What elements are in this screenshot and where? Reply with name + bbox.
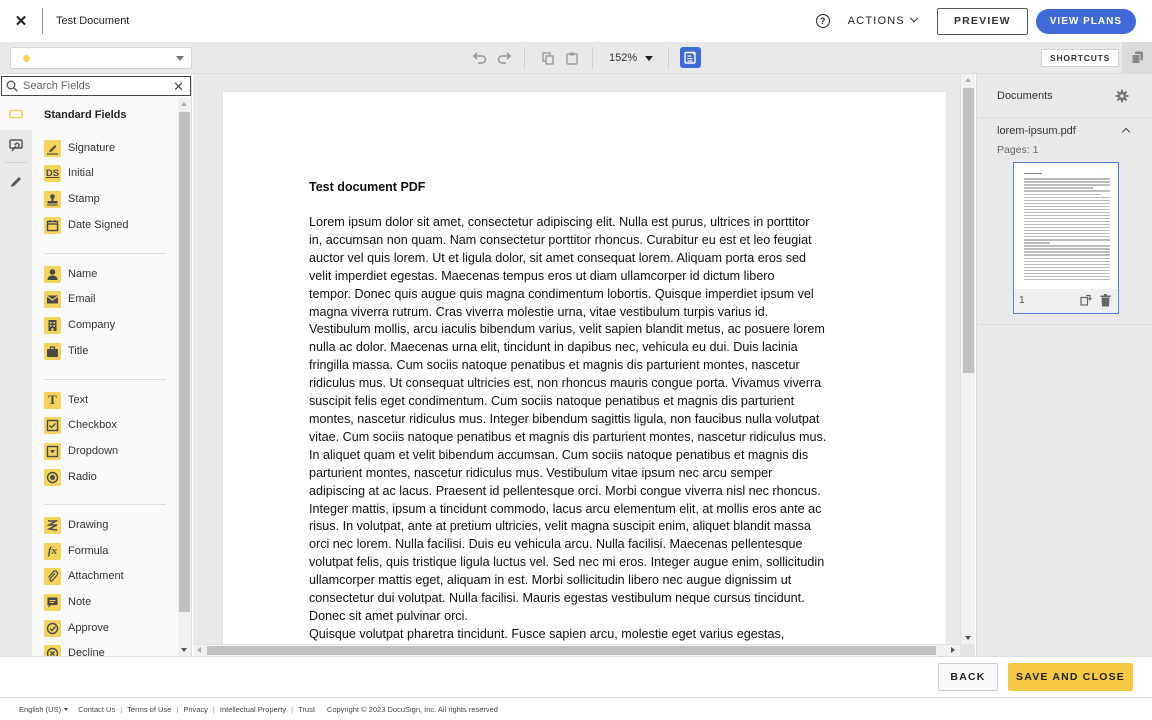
language-label: English (US)	[19, 704, 62, 714]
toolbar-divider	[668, 47, 669, 69]
text-line: ullamcorper mattis eget, aliquam in est. Morbi sollicitudin libero nec augue dignissim ut	[309, 573, 792, 588]
thumbnail-preview	[1024, 173, 1110, 282]
view-plans-button[interactable]: VIEW PLANS	[1036, 9, 1136, 34]
copyright-text: Copyright © 2023 DocuSign, Inc. All rights reserved	[326, 704, 498, 714]
toolbar-divider	[592, 47, 593, 69]
scroll-up-arrow-icon[interactable]	[181, 102, 187, 106]
document-page[interactable]	[223, 92, 946, 644]
scrollbar-thumb[interactable]	[179, 112, 190, 612]
signature-icon	[44, 140, 61, 157]
text-line: magna viverra rutrum. Cras viverra molestie urna, vitae vestibulum turpis varius id.	[309, 304, 769, 319]
text-line: nulla ac dolor. Maecenas urna elit, tincidunt in dapibus nec, vehicula eu dui. Duis lacinia	[309, 340, 798, 355]
text-line: tempor. Donec quis augue quis magna condimentum lobortis. Quisque imperdiet ipsum vel	[309, 286, 814, 301]
delete-page-icon[interactable]	[1100, 294, 1111, 307]
editor-toolbar	[0, 42, 1152, 74]
radio-icon	[44, 469, 61, 486]
fields-panel	[0, 74, 192, 656]
clipboard-tools	[538, 46, 582, 70]
scrollbar-corner	[960, 644, 975, 656]
toolbar-divider	[524, 47, 525, 69]
text-line: Lorem ipsum dolor sit amet, consectetur adipiscing elit. Nulla est purus, ultrices in porttitor	[309, 215, 810, 229]
language-select[interactable]	[19, 705, 68, 714]
document-canvas	[193, 74, 960, 644]
calendar-icon	[44, 217, 61, 234]
field-dropdown[interactable]: Dropdown	[44, 442, 118, 460]
header-actions	[816, 7, 1136, 35]
scroll-down-arrow-icon[interactable]	[181, 648, 187, 652]
initial-icon: DS	[44, 165, 61, 182]
formula-icon: fx	[44, 543, 61, 560]
actions-menu-button[interactable]	[848, 15, 917, 27]
scroll-left-arrow-icon[interactable]	[197, 647, 201, 653]
caret-down-icon	[64, 708, 68, 711]
rail-divider	[5, 162, 27, 163]
note-icon	[44, 594, 61, 611]
custom-field-icon	[9, 139, 24, 153]
rail-standard-fields[interactable]	[0, 98, 32, 130]
text-line: consectetur dui volutpat. Nulla facilisi. Mauris egestas vestibulum neque cursus tincidunt.	[309, 591, 805, 606]
clear-search-icon[interactable]: ✕	[173, 79, 184, 94]
briefcase-icon	[44, 343, 61, 360]
section-title: Standard Fields	[44, 109, 127, 121]
document-name[interactable]: lorem-ipsum.pdf	[997, 125, 1076, 137]
page-thumbnail[interactable]	[1013, 162, 1119, 314]
field-title[interactable]: Title	[44, 342, 88, 360]
dropdown-icon	[44, 443, 61, 460]
text-line: orci nec lorem. Nulla facilisi. Duis eu vehicula arcu. Nulla facilisi. Maecenas pellentesque	[309, 537, 803, 552]
field-checkbox[interactable]: Checkbox	[44, 416, 117, 434]
group-divider	[44, 253, 166, 254]
field-email[interactable]: Email	[44, 290, 96, 308]
chevron-up-icon[interactable]	[1122, 128, 1130, 136]
person-icon	[44, 266, 61, 283]
text-line: vitae. Cum sociis natoque penatibus et magnis dis parturient montes, nascetur ridiculus mus.	[309, 429, 827, 444]
document-horizontal-scrollbar[interactable]	[193, 644, 960, 656]
text-line: Quisque volutpat pharetra tincidunt. Fusce sapien arcu, molestie eget varius egestas,	[309, 626, 785, 641]
field-approve[interactable]: Approve	[44, 619, 109, 637]
decline-icon	[44, 645, 61, 657]
redo-icon[interactable]	[494, 48, 514, 68]
field-radio[interactable]: Radio	[44, 468, 97, 486]
pencil-icon	[9, 175, 23, 189]
field-signature[interactable]: Signature	[44, 139, 115, 157]
footer-link-terms[interactable]: Terms of Use	[127, 704, 172, 714]
pages-panel-toggle[interactable]	[1122, 42, 1152, 73]
footer-link-contact[interactable]: Contact Us	[78, 704, 116, 714]
paste-icon[interactable]	[562, 48, 582, 68]
scroll-right-arrow-icon[interactable]	[951, 647, 955, 653]
footer-separator: |	[212, 704, 215, 714]
envelope-icon	[44, 291, 61, 308]
back-button[interactable]: BACK	[938, 663, 998, 691]
field-text[interactable]: T Text	[44, 391, 88, 409]
search-icon	[6, 80, 18, 92]
footer-separator: |	[291, 704, 294, 714]
text-line: fringilla massa. Cum sociis natoque penatibus et magnis dis parturient montes, nascetur	[309, 358, 800, 373]
documents-header	[977, 74, 1152, 118]
text-line: parturient montes, nascetur ridiculus mus. Vestibulum vitae ipsum nec arcu semper	[309, 465, 773, 480]
document-title: Test Document	[56, 15, 130, 27]
field-note[interactable]: Note	[44, 593, 91, 611]
fields-panel-icon	[684, 51, 697, 64]
field-category-rail	[0, 98, 32, 656]
shortcuts-button[interactable]: SHORTCUTS	[1041, 49, 1119, 67]
text-line: in, accumsan non quam. Nam consectetur porttitor rhoncus. Curabitur eu est et leo feugiat	[309, 232, 812, 247]
caret-down-icon	[645, 56, 653, 61]
text-line: ridiculus mus. Ut consequat ultricies est, non rhoncus mauris congue porta. Vivamus viverra	[309, 376, 822, 391]
building-icon	[44, 317, 61, 334]
text-line: suscipit felis eget condimentum. Cum sociis natoque penatibus et magnis dis parturient	[309, 394, 795, 409]
scrollbar-thumb[interactable]	[207, 646, 936, 655]
footer-separator: |	[120, 704, 123, 714]
fields-scrollbar[interactable]	[178, 98, 191, 656]
header-divider	[42, 8, 43, 34]
pages-panel-icon	[1131, 51, 1144, 64]
field-attachment[interactable]: Attachment	[44, 567, 124, 585]
field-initial[interactable]: DS Initial	[44, 164, 94, 182]
footer-link-trust[interactable]: Trust	[298, 704, 315, 714]
footer-link-privacy[interactable]: Privacy	[183, 704, 208, 714]
rail-custom-fields[interactable]	[0, 130, 32, 162]
chevron-down-icon	[910, 14, 918, 22]
fields-panel-toggle[interactable]	[680, 47, 701, 68]
field-box-icon	[9, 109, 23, 119]
field-date-signed[interactable]: Date Signed	[44, 216, 129, 234]
scrollbar-thumb[interactable]	[963, 88, 974, 373]
panel-divider	[977, 324, 1152, 325]
scroll-down-arrow-icon[interactable]	[965, 636, 971, 640]
rotate-page-icon[interactable]	[1080, 294, 1092, 306]
actions-label: ACTIONS	[847, 15, 905, 27]
field-decline[interactable]: Decline	[44, 644, 105, 656]
documents-title: Documents	[997, 90, 1053, 102]
rail-markup[interactable]	[0, 166, 32, 198]
bottom-action-bar	[0, 656, 1152, 698]
text-icon: T	[44, 392, 61, 409]
search-fields-box	[1, 76, 191, 96]
preview-button[interactable]: PREVIEW	[937, 8, 1028, 35]
text-line: In aliquet quam et velit bibendum accumsan. Cum sociis natoque penatibus et magnis dis	[309, 447, 809, 462]
text-line: volutpat felis, quis tristique ligula luctus vel. Sed nec mi eros. Integer augue enim, sollicitudin	[309, 555, 825, 570]
document-vertical-scrollbar[interactable]	[960, 74, 975, 644]
undo-icon[interactable]	[470, 48, 490, 68]
text-line: montes, nascetur ridiculus mus. Integer bibendum sagittis ligula, non faucibus nulla volutpat	[309, 411, 820, 426]
text-line: Integer mattis, ipsum a tincidunt commodo, lacus arcu elementum elit, at mollis eros ante ac	[309, 501, 822, 516]
checkbox-icon	[44, 417, 61, 434]
field-stamp[interactable]: Stamp	[44, 190, 100, 208]
zoom-level: 152%	[609, 52, 638, 64]
field-drawing[interactable]: Drawing	[44, 516, 108, 534]
top-header	[0, 0, 1152, 42]
document-heading: Test document PDF	[309, 180, 426, 194]
footer-separator: |	[176, 704, 179, 714]
help-icon[interactable]: ?	[816, 14, 830, 28]
group-divider	[44, 379, 166, 380]
page-footer	[0, 698, 1152, 720]
scroll-up-arrow-icon[interactable]	[965, 78, 971, 82]
save-and-close-button[interactable]: SAVE AND CLOSE	[1008, 663, 1133, 691]
recipient-select[interactable]	[10, 47, 192, 69]
close-icon[interactable]: ✕	[14, 13, 28, 30]
stamp-icon	[44, 191, 61, 208]
paperclip-icon	[44, 568, 61, 585]
gear-icon[interactable]	[1115, 89, 1129, 103]
page-count: Pages: 1	[997, 144, 1039, 156]
text-line: auctor vel quis lorem. Ut et ligula dolor, sit amet consequat lorem. Aliquam porta eros sed	[309, 250, 806, 265]
field-name[interactable]: Name	[44, 265, 97, 283]
approve-icon	[44, 620, 61, 637]
thumbnail-page-number: 1	[1019, 295, 1025, 306]
zoom-select[interactable]	[609, 46, 653, 70]
text-line: risus. In volutpat, ante at pretium ultricies, velit magna suscipit enim, aliquet blandit massa	[309, 519, 811, 534]
field-formula[interactable]: fx Formula	[44, 542, 108, 560]
search-fields-input[interactable]	[23, 80, 163, 92]
group-divider	[44, 504, 166, 505]
text-line: velit imperdiet egestas. Maecenas tempus eros ut diam ullamcorper id dictum libero	[309, 268, 775, 283]
field-company[interactable]: Company	[44, 316, 115, 334]
documents-panel	[976, 74, 1152, 656]
standard-fields-list	[32, 98, 178, 656]
text-line: adipiscing at ac lacus. Praesent id pellentesque orci. Morbi congue viverra nisl nec rhoncus.	[309, 483, 821, 498]
text-line: Vestibulum mollis, arcu iaculis bibendum varius, velit sapien blandit metus, ac posuere lorem	[309, 322, 825, 337]
thumbnail-footer	[1014, 289, 1118, 313]
recipient-color-dot	[23, 55, 30, 62]
caret-down-icon	[176, 56, 184, 61]
document-body	[309, 214, 869, 644]
text-line: Donec sit amet pulvinar orci.	[309, 608, 468, 623]
copy-icon[interactable]	[538, 48, 558, 68]
history-tools	[470, 46, 514, 70]
footer-link-ip[interactable]: Intellectual Property	[219, 704, 287, 714]
drawing-icon	[44, 517, 61, 534]
